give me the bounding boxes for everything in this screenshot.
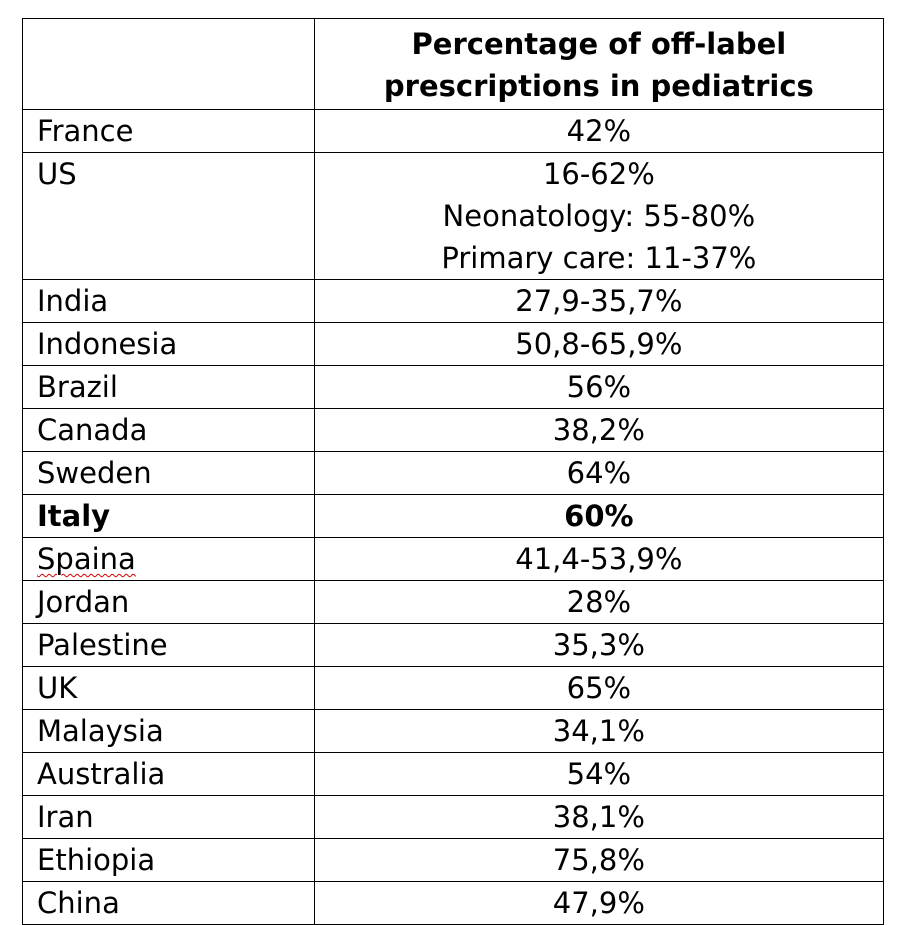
table-row	[23, 538, 884, 581]
percentage-cell	[314, 882, 883, 925]
country-cell	[23, 624, 315, 667]
country-cell	[23, 753, 315, 796]
percentage-value: Neonatology: 55-80%	[442, 199, 756, 233]
table-row	[23, 882, 884, 925]
country-name: Iran	[37, 800, 94, 834]
percentage-value: 34,1%	[552, 714, 645, 748]
country-name: France	[37, 114, 134, 148]
country-name: UK	[37, 671, 78, 705]
percentage-value: 16-62%	[542, 157, 655, 191]
country-cell	[23, 710, 315, 753]
country-name: US	[37, 157, 77, 191]
percentage-cell	[314, 366, 883, 409]
country-name: Sweden	[37, 456, 152, 490]
percentage-cell	[314, 667, 883, 710]
percentage-value: 38,2%	[552, 413, 645, 447]
header-corner-cell	[23, 19, 315, 110]
percentage-value: 75,8%	[552, 843, 645, 877]
percentage-value: 42%	[566, 114, 632, 148]
percentage-cell	[314, 753, 883, 796]
table-row	[23, 624, 884, 667]
percentage-cell	[314, 796, 883, 839]
percentage-value: 38,1%	[552, 800, 645, 834]
table-row	[23, 581, 884, 624]
table-row	[23, 495, 884, 538]
off-label-prescriptions-table	[22, 18, 884, 925]
percentage-value: 28%	[566, 585, 632, 619]
percentage-cell	[314, 153, 883, 280]
country-cell	[23, 110, 315, 153]
percentage-value: 60%	[564, 499, 634, 533]
table-row	[23, 366, 884, 409]
percentage-cell	[314, 624, 883, 667]
country-cell	[23, 581, 315, 624]
country-cell	[23, 882, 315, 925]
country-cell	[23, 323, 315, 366]
country-cell	[23, 280, 315, 323]
country-cell	[23, 839, 315, 882]
table-row	[23, 710, 884, 753]
country-cell	[23, 366, 315, 409]
country-name: Indonesia	[37, 327, 178, 361]
table-row	[23, 667, 884, 710]
table-row	[23, 110, 884, 153]
country-name: Brazil	[37, 370, 118, 404]
column-header-line-2: prescriptions in pediatrics	[383, 69, 814, 103]
percentage-cell	[314, 409, 883, 452]
country-cell	[23, 796, 315, 839]
percentage-value: 54%	[566, 757, 632, 791]
country-name: Jordan	[37, 585, 130, 619]
percentage-cell	[314, 495, 883, 538]
country-cell	[23, 452, 315, 495]
country-cell	[23, 409, 315, 452]
percentage-cell	[314, 110, 883, 153]
percentage-value: Primary care: 11-37%	[441, 241, 757, 275]
table-row	[23, 409, 884, 452]
country-name: Spaina	[37, 542, 136, 576]
percentage-value: 41,4-53,9%	[515, 542, 683, 576]
country-name: Palestine	[37, 628, 168, 662]
percentage-value: 65%	[566, 671, 632, 705]
percentage-cell	[314, 538, 883, 581]
percentage-value: 47,9%	[552, 886, 645, 920]
table-container	[22, 18, 884, 925]
percentage-value: 27,9-35,7%	[515, 284, 683, 318]
country-cell	[23, 153, 315, 280]
table-row	[23, 323, 884, 366]
country-name: Canada	[37, 413, 148, 447]
percentage-value: 50,8-65,9%	[515, 327, 683, 361]
country-name: Italy	[37, 499, 111, 533]
percentage-cell	[314, 280, 883, 323]
table-row	[23, 280, 884, 323]
table-row	[23, 753, 884, 796]
table-row	[23, 796, 884, 839]
column-header-line-1: Percentage of off-label	[411, 27, 787, 61]
header-row	[23, 19, 884, 110]
percentage-cell	[314, 839, 883, 882]
country-cell	[23, 667, 315, 710]
country-cell	[23, 538, 315, 581]
percentage-cell	[314, 452, 883, 495]
table-row	[23, 452, 884, 495]
country-cell	[23, 495, 315, 538]
table-row	[23, 839, 884, 882]
percentage-value: 64%	[566, 456, 632, 490]
percentage-cell	[314, 323, 883, 366]
country-name: Ethiopia	[37, 843, 156, 877]
country-name: India	[37, 284, 109, 318]
percentage-value: 35,3%	[552, 628, 645, 662]
percentage-value: 56%	[566, 370, 632, 404]
country-name: Australia	[37, 757, 166, 791]
percentage-cell	[314, 581, 883, 624]
country-name: Malaysia	[37, 714, 164, 748]
table-body	[23, 110, 884, 925]
table-row	[23, 153, 884, 280]
column-header	[314, 19, 883, 110]
percentage-cell	[314, 710, 883, 753]
country-name: China	[37, 886, 120, 920]
